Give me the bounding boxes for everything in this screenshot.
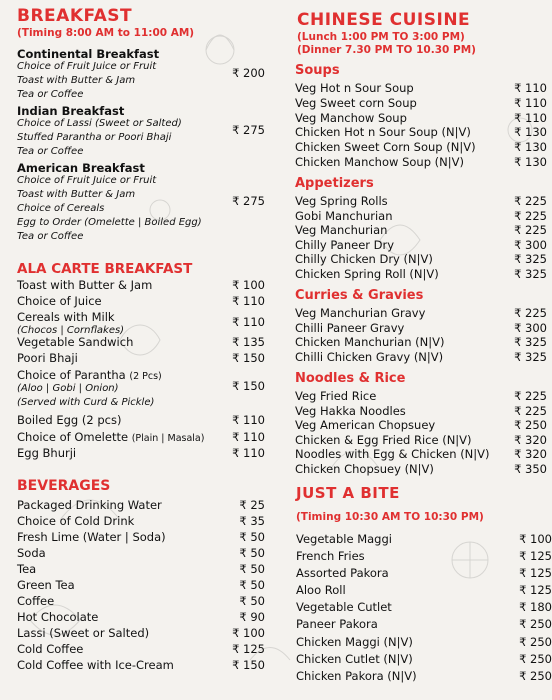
curry-item: Veg Manchurian Gravy bbox=[295, 306, 426, 320]
chinese-lunch-timing: (Lunch 1:00 PM TO 3:00 PM) bbox=[297, 31, 465, 43]
indian-price: ₹ 275 bbox=[232, 123, 265, 137]
ala-carte-item: Egg Bhurji bbox=[17, 446, 77, 460]
american-line: Choice of Cereals bbox=[17, 203, 105, 214]
continental-line: Choice of Fruit Juice or Fruit bbox=[17, 61, 157, 72]
beverage-item: Cold Coffee bbox=[17, 642, 84, 656]
continental-breakfast-name: Continental Breakfast bbox=[17, 47, 160, 61]
appetizer-price: ₹ 225 bbox=[514, 223, 547, 237]
ala-carte-title: ALA CARTE BREAKFAST bbox=[17, 261, 193, 277]
curry-price: ₹ 325 bbox=[514, 350, 547, 364]
beverage-item: Cold Coffee with Ice-Cream bbox=[17, 658, 174, 672]
ala-carte-item-name: Choice of Omelette bbox=[17, 430, 129, 444]
soup-price: ₹ 130 bbox=[514, 140, 547, 154]
appetizer-price: ₹ 300 bbox=[514, 238, 547, 252]
bite-price: ₹ 250 bbox=[519, 635, 552, 649]
bite-item: Vegetable Maggi bbox=[296, 532, 392, 546]
beverage-price: ₹ 90 bbox=[239, 610, 265, 624]
noodles-item: Chicken & Egg Fried Rice (N|V) bbox=[295, 433, 472, 447]
soup-item: Veg Hot n Sour Soup bbox=[295, 81, 414, 95]
appetizer-item: Chilly Paneer Dry bbox=[295, 238, 395, 252]
ala-carte-item: Boiled Egg (2 pcs) bbox=[17, 413, 122, 427]
beverage-item: Hot Chocolate bbox=[17, 610, 99, 624]
ala-carte-item-name: Choice of Parantha bbox=[17, 368, 126, 382]
beverage-item: Green Tea bbox=[17, 578, 75, 592]
chinese-cuisine-title: CHINESE CUISINE bbox=[297, 10, 471, 30]
noodles-item: Noodles with Egg & Chicken (N|V) bbox=[295, 447, 490, 461]
american-line: Choice of Fruit Juice or Fruit bbox=[17, 175, 157, 186]
bite-item: Assorted Pakora bbox=[296, 566, 389, 580]
continental-line: Tea or Coffee bbox=[17, 89, 84, 100]
beverage-price: ₹ 100 bbox=[232, 626, 265, 640]
ala-carte-price: ₹ 110 bbox=[232, 294, 265, 308]
ala-carte-price: ₹ 150 bbox=[232, 351, 265, 365]
beverage-price: ₹ 150 bbox=[232, 658, 265, 672]
american-line: Tea or Coffee bbox=[17, 231, 84, 242]
bite-item: Vegetable Cutlet bbox=[296, 600, 392, 614]
beverage-item: Tea bbox=[17, 562, 37, 576]
chinese-dinner-timing: (Dinner 7.30 PM TO 10.30 PM) bbox=[297, 44, 476, 56]
bite-price: ₹ 125 bbox=[519, 583, 552, 597]
ala-carte-item: Choice of Juice bbox=[17, 294, 102, 308]
beverages-title: BEVERAGES bbox=[17, 478, 111, 494]
soup-price: ₹ 130 bbox=[514, 155, 547, 169]
bite-price: ₹ 100 bbox=[519, 532, 552, 546]
noodles-item: Veg Fried Rice bbox=[295, 389, 377, 403]
soup-price: ₹ 130 bbox=[514, 125, 547, 139]
noodles-price: ₹ 225 bbox=[514, 389, 547, 403]
soup-price: ₹ 110 bbox=[514, 96, 547, 110]
soup-price: ₹ 110 bbox=[514, 111, 547, 125]
ala-carte-price: ₹ 110 bbox=[232, 430, 265, 444]
beverage-price: ₹ 125 bbox=[232, 642, 265, 656]
soup-item: Chicken Manchow Soup (N|V) bbox=[295, 155, 464, 169]
ala-carte-price: ₹ 110 bbox=[232, 413, 265, 427]
ala-carte-price: ₹ 150 bbox=[232, 379, 265, 393]
beverage-item: Choice of Cold Drink bbox=[17, 514, 135, 528]
curry-price: ₹ 300 bbox=[514, 321, 547, 335]
appetizer-item: Veg Spring Rolls bbox=[295, 194, 388, 208]
appetizer-price: ₹ 325 bbox=[514, 252, 547, 266]
appetizer-item: Chilly Chicken Dry (N|V) bbox=[295, 252, 433, 266]
bite-price: ₹ 125 bbox=[519, 549, 552, 563]
bite-item: Chicken Pakora (N|V) bbox=[296, 669, 417, 683]
noodles-item: Chicken Chopsuey (N|V) bbox=[295, 462, 434, 476]
ala-carte-item-qty: (2 Pcs) bbox=[129, 371, 162, 382]
american-line: Toast with Butter & Jam bbox=[17, 189, 136, 200]
appetizer-price: ₹ 225 bbox=[514, 194, 547, 208]
noodles-price: ₹ 225 bbox=[514, 404, 547, 418]
curry-item: Chilli Chicken Gravy (N|V) bbox=[295, 350, 444, 364]
beverage-price: ₹ 35 bbox=[239, 514, 265, 528]
curry-item: Chicken Manchurian (N|V) bbox=[295, 335, 445, 349]
appetizer-price: ₹ 225 bbox=[514, 209, 547, 223]
curry-item: Chilli Paneer Gravy bbox=[295, 321, 405, 335]
ala-carte-item: Cereals with Milk bbox=[17, 310, 115, 324]
ala-carte-item bbox=[17, 368, 162, 382]
noodles-rice-title: Noodles & Rice bbox=[295, 371, 406, 386]
ala-carte-price: ₹ 110 bbox=[232, 315, 265, 329]
breakfast-timing: (Timing 8:00 AM to 11:00 AM) bbox=[17, 27, 195, 39]
indian-line: Choice of Lassi (Sweet or Salted) bbox=[17, 118, 182, 129]
soup-item: Chicken Hot n Sour Soup (N|V) bbox=[295, 125, 471, 139]
bite-item: Chicken Maggi (N|V) bbox=[296, 635, 413, 649]
beverage-price: ₹ 50 bbox=[239, 546, 265, 560]
soup-item: Veg Sweet corn Soup bbox=[295, 96, 417, 110]
bite-item: French Fries bbox=[296, 549, 365, 563]
noodles-price: ₹ 320 bbox=[514, 447, 547, 461]
indian-breakfast-name: Indian Breakfast bbox=[17, 104, 125, 118]
soups-title: Soups bbox=[295, 63, 340, 78]
bite-price: ₹ 250 bbox=[519, 617, 552, 631]
beverage-price: ₹ 25 bbox=[239, 498, 265, 512]
ala-carte-note: (Chocos | Cornflakes) bbox=[17, 325, 125, 336]
appetizer-item: Veg Manchurian bbox=[295, 223, 388, 237]
curries-title: Curries & Gravies bbox=[295, 288, 424, 303]
appetizer-price: ₹ 325 bbox=[514, 267, 547, 281]
noodles-item: Veg American Chopsuey bbox=[295, 418, 436, 432]
ala-carte-item: Toast with Butter & Jam bbox=[17, 278, 153, 292]
bite-item: Aloo Roll bbox=[296, 583, 346, 597]
just-a-bite-title: JUST A BITE bbox=[296, 484, 400, 502]
beverage-price: ₹ 50 bbox=[239, 562, 265, 576]
bite-price: ₹ 125 bbox=[519, 566, 552, 580]
beverage-price: ₹ 50 bbox=[239, 530, 265, 544]
curry-price: ₹ 225 bbox=[514, 306, 547, 320]
american-line: Egg to Order (Omelette | Boiled Egg) bbox=[17, 217, 202, 228]
ala-carte-item bbox=[17, 430, 204, 444]
breakfast-title: BREAKFAST bbox=[17, 6, 133, 26]
noodles-item: Veg Hakka Noodles bbox=[295, 404, 406, 418]
american-price: ₹ 275 bbox=[232, 194, 265, 208]
curry-price: ₹ 325 bbox=[514, 335, 547, 349]
continental-price: ₹ 200 bbox=[232, 66, 265, 80]
ala-carte-note: (Served with Curd & Pickle) bbox=[17, 397, 155, 408]
ala-carte-item-variants: (Plain | Masala) bbox=[131, 433, 205, 444]
noodles-price: ₹ 250 bbox=[514, 418, 547, 432]
bite-price: ₹ 180 bbox=[519, 600, 552, 614]
beverage-item: Packaged Drinking Water bbox=[17, 498, 162, 512]
indian-line: Stuffed Parantha or Poori Bhaji bbox=[17, 132, 172, 143]
indian-line: Tea or Coffee bbox=[17, 146, 84, 157]
ala-carte-note: (Aloo | Gobi | Onion) bbox=[17, 383, 119, 394]
bite-item: Chicken Cutlet (N|V) bbox=[296, 652, 413, 666]
continental-line: Toast with Butter & Jam bbox=[17, 75, 136, 86]
ala-carte-price: ₹ 100 bbox=[232, 278, 265, 292]
bite-price: ₹ 250 bbox=[519, 652, 552, 666]
ala-carte-price: ₹ 135 bbox=[232, 335, 265, 349]
noodles-price: ₹ 350 bbox=[514, 462, 547, 476]
ala-carte-price: ₹ 110 bbox=[232, 446, 265, 460]
soup-item: Chicken Sweet Corn Soup (N|V) bbox=[295, 140, 476, 154]
american-breakfast-name: American Breakfast bbox=[17, 161, 145, 175]
soup-item: Veg Manchow Soup bbox=[295, 111, 407, 125]
beverage-price: ₹ 50 bbox=[239, 594, 265, 608]
ala-carte-item: Vegetable Sandwich bbox=[17, 335, 134, 349]
bite-item: Paneer Pakora bbox=[296, 617, 378, 631]
bite-price: ₹ 250 bbox=[519, 669, 552, 683]
appetizer-item: Chicken Spring Roll (N|V) bbox=[295, 267, 439, 281]
appetizer-item: Gobi Manchurian bbox=[295, 209, 393, 223]
ala-carte-item: Poori Bhaji bbox=[17, 351, 78, 365]
noodles-price: ₹ 320 bbox=[514, 433, 547, 447]
beverage-item: Coffee bbox=[17, 594, 55, 608]
beverage-item: Lassi (Sweet or Salted) bbox=[17, 626, 150, 640]
just-a-bite-timing: (Timing 10:30 AM TO 10:30 PM) bbox=[296, 511, 484, 523]
soup-price: ₹ 110 bbox=[514, 81, 547, 95]
beverage-price: ₹ 50 bbox=[239, 578, 265, 592]
beverage-item: Soda bbox=[17, 546, 46, 560]
beverage-item: Fresh Lime (Water | Soda) bbox=[17, 530, 166, 544]
appetizers-title: Appetizers bbox=[295, 176, 374, 191]
